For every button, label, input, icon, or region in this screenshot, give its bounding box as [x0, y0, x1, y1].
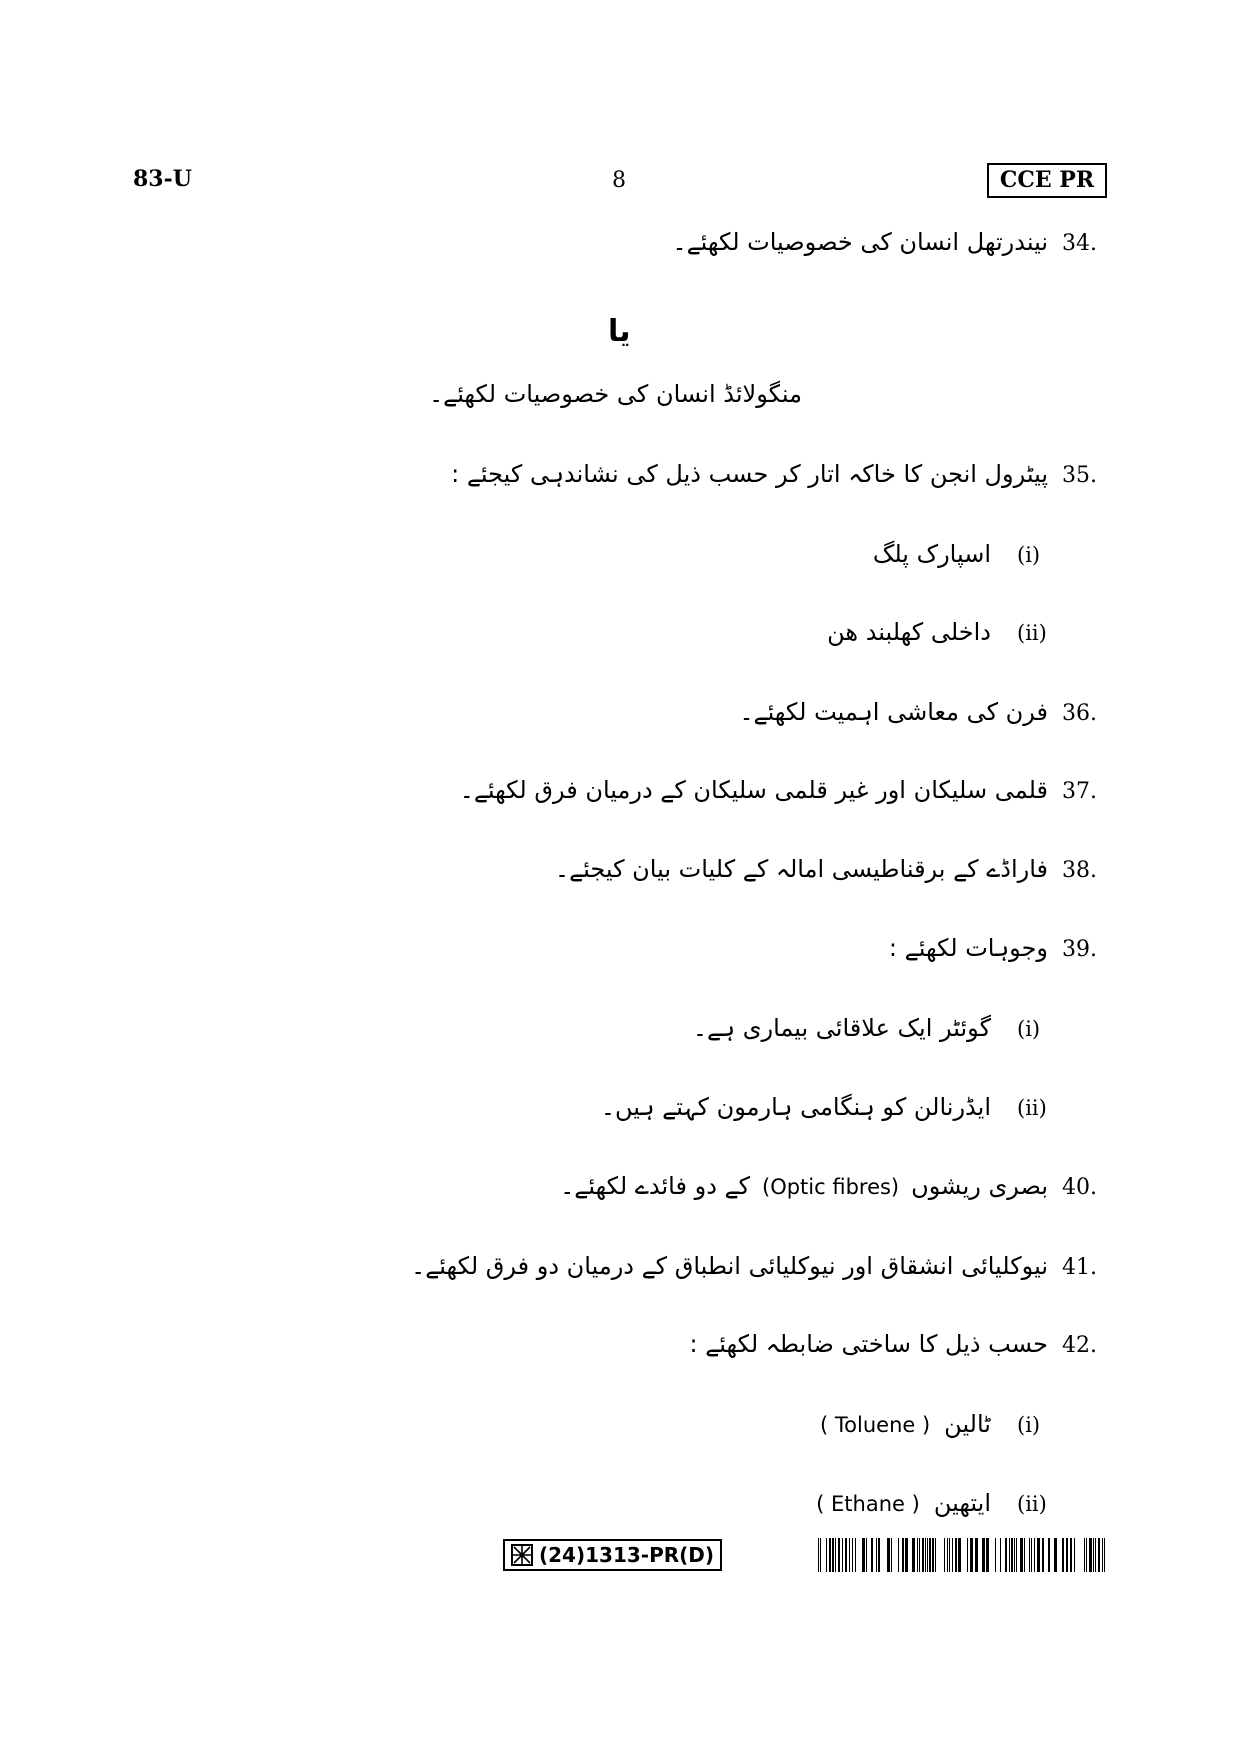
- barcode-bar: [944, 1538, 945, 1572]
- paper-serial: (24)1313-PR(D): [539, 1543, 715, 1567]
- barcode-bar: [842, 1538, 843, 1572]
- barcode-bar: [1020, 1538, 1023, 1572]
- question-text: فاراڈے کے برقناطیسی امالہ کے کلیات بیان کیجئے۔: [555, 855, 1048, 883]
- barcode-bar: [947, 1538, 948, 1572]
- question-42-item-ii: [816, 1489, 1057, 1517]
- barcode-bar: [975, 1538, 978, 1572]
- question-39-item-i: [693, 1014, 1057, 1042]
- barcode-bar: [952, 1538, 953, 1572]
- barcode-bar: [891, 1538, 892, 1572]
- paper-code: 83-U: [133, 166, 192, 192]
- barcode-bar: [929, 1538, 931, 1572]
- question-35-item-ii: [827, 618, 1057, 646]
- page-number: 8: [612, 168, 626, 193]
- exam-code-box: CCE PR: [987, 163, 1107, 198]
- question-number: 37.: [1062, 779, 1097, 804]
- item-text: ٹالین: [944, 1410, 991, 1438]
- barcode-bar: [949, 1538, 950, 1572]
- question-38: [555, 855, 1110, 883]
- barcode-bar: [917, 1538, 918, 1572]
- barcode-bar: [1093, 1538, 1094, 1572]
- question-number: 36.: [1062, 701, 1097, 726]
- barcode-bar: [986, 1538, 989, 1572]
- question-40: [560, 1172, 1110, 1200]
- barcode-bar: [982, 1538, 985, 1572]
- barcode-bar: [919, 1538, 920, 1572]
- barcode-bar: [1037, 1538, 1040, 1572]
- item-text: گوئٹر ایک علاقائی بیماری ہے۔: [692, 1014, 991, 1042]
- barcode-bar: [1098, 1538, 1100, 1572]
- item-text: ایتھین: [933, 1489, 991, 1517]
- question-text: پیٹرول انجن کا خاکہ اتار کر حسب ذیل کی نشاندہی کیجئے :: [451, 460, 1048, 488]
- or-separator: یا: [608, 314, 631, 349]
- barcode-bar: [829, 1538, 831, 1572]
- item-text: داخلی کھلبند ھن: [827, 618, 991, 646]
- question-39-item-ii: [601, 1093, 1057, 1121]
- question-number: 40.: [1062, 1175, 1097, 1200]
- barcode-bar: [1042, 1538, 1044, 1572]
- question-text-english: (Optic fibres): [762, 1175, 900, 1199]
- question-number: 38.: [1062, 858, 1097, 883]
- question-number: 34.: [1062, 231, 1097, 256]
- paper-serial-box: [503, 1539, 722, 1571]
- barcode-bar: [849, 1538, 850, 1572]
- question-39: [889, 934, 1110, 962]
- barcode-bar: [1074, 1538, 1075, 1572]
- question-text: نیوکلیائی انشقاق اور نیوکلیائی انطباق کے درمیان دو فرق لکھئے۔: [411, 1252, 1048, 1280]
- item-number: (ii): [1017, 621, 1047, 645]
- barcode-bar: [1095, 1538, 1096, 1572]
- barcode-bar: [878, 1538, 880, 1572]
- barcode-bar: [852, 1538, 853, 1572]
- question-text-part-b: کے دو فائدے لکھئے۔: [560, 1172, 750, 1200]
- barcode-bar: [1102, 1538, 1103, 1572]
- barcode-bar: [855, 1538, 856, 1572]
- barcode-bar: [958, 1538, 961, 1572]
- barcode-bar: [838, 1538, 840, 1572]
- barcode-bar: [818, 1538, 819, 1572]
- barcode-bar: [995, 1538, 996, 1572]
- barcode-bar: [1029, 1538, 1030, 1572]
- barcode-bar: [1062, 1538, 1064, 1572]
- barcode-bar: [902, 1538, 904, 1572]
- barcode-bar: [1104, 1538, 1105, 1572]
- barcode-bar: [1024, 1538, 1025, 1572]
- question-text: وجوہات لکھئے :: [888, 934, 1048, 962]
- barcode-bar: [1048, 1538, 1050, 1572]
- question-36: [739, 698, 1110, 726]
- barcode-bar: [935, 1538, 936, 1572]
- barcode-bar: [866, 1538, 867, 1572]
- barcode-bar: [925, 1538, 926, 1572]
- question-number: 39.: [1062, 937, 1097, 962]
- barcode-bar: [845, 1538, 847, 1572]
- item-number: (i): [1017, 1017, 1041, 1041]
- barcode-bar: [1070, 1538, 1072, 1572]
- barcode-bar: [922, 1538, 924, 1572]
- barcode-bar: [862, 1538, 865, 1572]
- item-text-english: ( Ethane ): [816, 1492, 920, 1516]
- barcode-bar: [1000, 1538, 1001, 1572]
- item-number: (i): [1017, 1413, 1041, 1437]
- barcode-bar: [912, 1538, 915, 1572]
- question-42-item-i: [820, 1410, 1057, 1438]
- barcode-bar: [1034, 1538, 1035, 1572]
- question-text: قلمی سلیکان اور غیر قلمی سلیکان کے درمیان فرق لکھئے۔: [459, 776, 1048, 804]
- barcode-bar: [1031, 1538, 1032, 1572]
- barcode-bar: [832, 1538, 834, 1572]
- question-text: فرن کی معاشی اہمیت لکھئے۔: [739, 698, 1048, 726]
- question-number: 41.: [1062, 1255, 1097, 1280]
- item-number: (ii): [1017, 1492, 1047, 1516]
- barcode: [818, 1538, 1106, 1572]
- barcode-bar: [898, 1538, 899, 1572]
- question-text-part-a: بصری ریشوں: [911, 1172, 1048, 1200]
- barcode-bar: [871, 1538, 873, 1572]
- item-number: (ii): [1017, 1096, 1047, 1120]
- barcode-bar: [1066, 1538, 1068, 1572]
- barcode-bar: [826, 1538, 827, 1572]
- barcode-bar: [932, 1538, 934, 1572]
- barcode-bar: [1011, 1538, 1013, 1572]
- question-number: 35.: [1062, 463, 1097, 488]
- question-34-alternative: منگولائڈ انسان کی خصوصیات لکھئے۔: [429, 380, 802, 408]
- barcode-bar: [967, 1538, 968, 1572]
- barcode-bar: [1009, 1538, 1010, 1572]
- barcode-bar: [905, 1538, 908, 1572]
- item-text-english: ( Toluene ): [820, 1413, 931, 1437]
- question-35-item-i: [873, 540, 1057, 568]
- question-41: [411, 1252, 1110, 1280]
- barcode-bar: [1016, 1538, 1017, 1572]
- item-text: ایڈرنالن کو ہنگامی ہارمون کہتے ہیں۔: [600, 1093, 991, 1121]
- question-42: [689, 1330, 1110, 1358]
- barcode-bar: [955, 1538, 957, 1572]
- barcode-bar: [820, 1538, 821, 1572]
- barcode-bar: [835, 1538, 836, 1572]
- item-number: (i): [1017, 543, 1041, 567]
- barcode-bar: [887, 1538, 890, 1572]
- question-number: 42.: [1062, 1333, 1097, 1358]
- barcode-bar: [1054, 1538, 1057, 1572]
- question-35: [451, 460, 1110, 488]
- barcode-bar: [1005, 1538, 1007, 1572]
- question-34: [673, 228, 1110, 256]
- barcode-bar: [1089, 1538, 1092, 1572]
- question-text: حسب ذیل کا ساختی ضابطہ لکھئے :: [689, 1330, 1048, 1358]
- barcode-bar: [1086, 1538, 1087, 1572]
- item-text: اسپارک پلگ: [872, 540, 991, 568]
- question-37: [460, 776, 1110, 804]
- barcode-bar: [927, 1538, 928, 1572]
- barcode-bar: [1014, 1538, 1015, 1572]
- barcode-bar: [876, 1538, 877, 1572]
- cross-box-icon: [511, 1544, 533, 1566]
- question-text: نیندرتھل انسان کی خصوصیات لکھئے۔: [672, 228, 1048, 256]
- barcode-bar: [970, 1538, 973, 1572]
- barcode-bar: [1084, 1538, 1085, 1572]
